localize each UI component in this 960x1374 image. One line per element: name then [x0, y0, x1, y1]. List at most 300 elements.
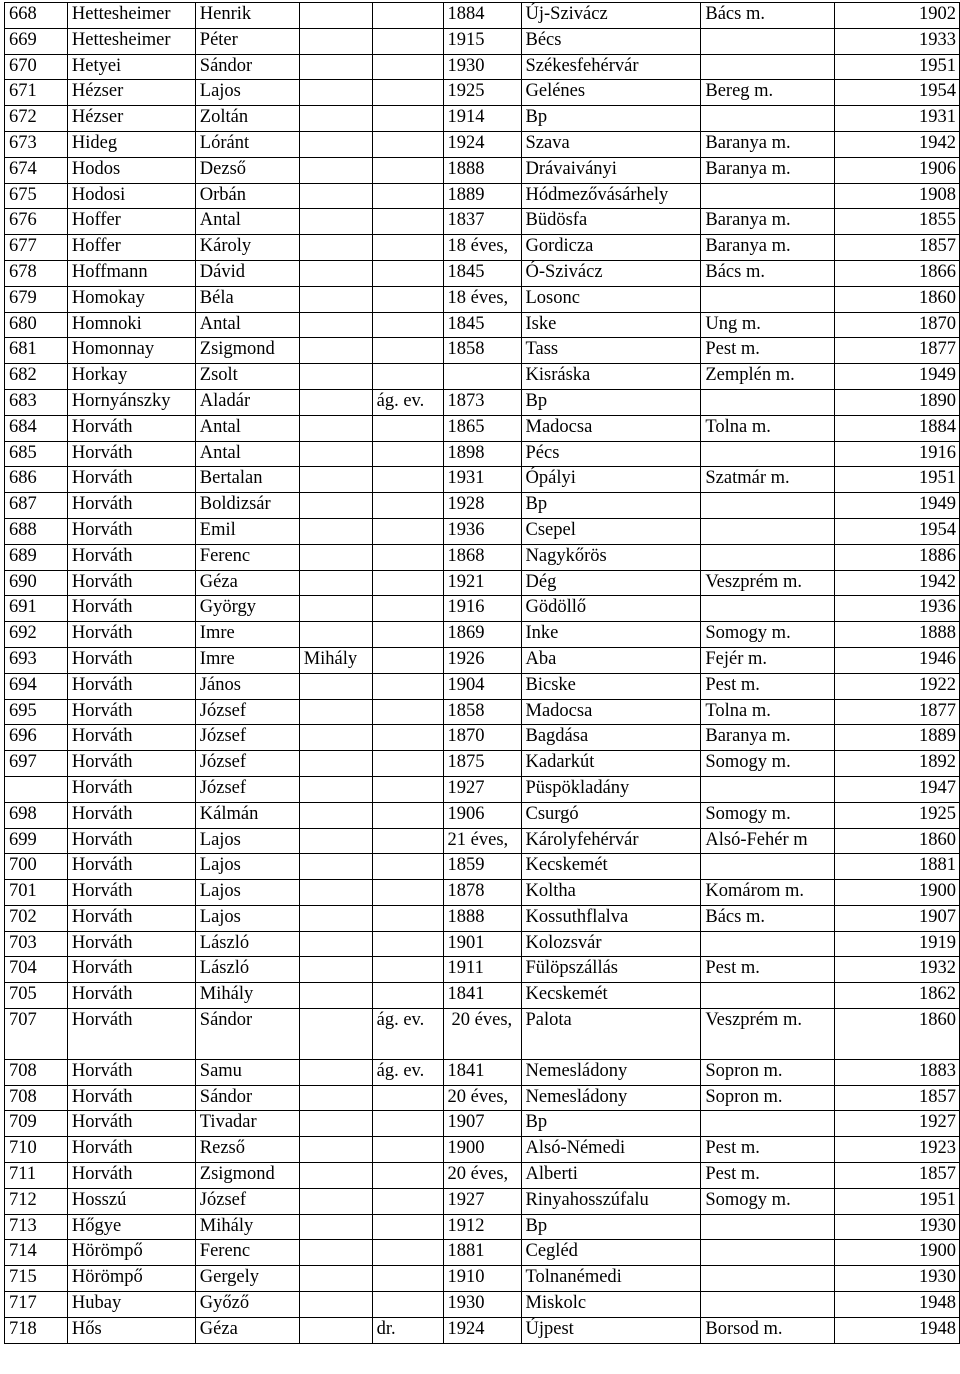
cell-given2 [299, 286, 372, 312]
cell-surname: Hosszú [67, 1188, 195, 1214]
cell-given: Ferenc [195, 544, 299, 570]
cell-no: 669 [5, 28, 68, 54]
cell-given2 [299, 931, 372, 957]
cell-prefix [372, 596, 443, 622]
cell-year: 1877 [835, 338, 960, 364]
table-row [5, 596, 960, 622]
cell-county [701, 544, 835, 570]
cell-birth: 1912 [443, 1214, 521, 1240]
cell-prefix [372, 467, 443, 493]
cell-place: Palota [521, 1009, 701, 1060]
cell-prefix: dr. [372, 1317, 443, 1343]
cell-birth: 1924 [443, 131, 521, 157]
cell-place: Madocsa [521, 699, 701, 725]
cell-prefix [372, 983, 443, 1009]
cell-given: Imre [195, 622, 299, 648]
cell-birth: 1926 [443, 647, 521, 673]
cell-given2 [299, 1188, 372, 1214]
cell-prefix [372, 1111, 443, 1137]
cell-birth: 1916 [443, 596, 521, 622]
cell-given: Sándor [195, 1085, 299, 1111]
cell-no: 710 [5, 1137, 68, 1163]
cell-given: Károly [195, 235, 299, 261]
cell-year: 1942 [835, 570, 960, 596]
cell-place: Rinyahosszúfalu [521, 1188, 701, 1214]
cell-place: Károlyfehérvár [521, 828, 701, 854]
cell-place: Tolnanémedi [521, 1266, 701, 1292]
cell-no: 707 [5, 1009, 68, 1060]
cell-no: 689 [5, 544, 68, 570]
cell-given: Lajos [195, 80, 299, 106]
cell-county: Baranya m. [701, 725, 835, 751]
cell-year: 1881 [835, 854, 960, 880]
cell-given2 [299, 28, 372, 54]
cell-year: 1888 [835, 622, 960, 648]
table-row [5, 389, 960, 415]
table-row [5, 1111, 960, 1137]
cell-given2 [299, 905, 372, 931]
cell-birth: 1931 [443, 467, 521, 493]
cell-no: 673 [5, 131, 68, 157]
cell-given2 [299, 1214, 372, 1240]
table-row [5, 518, 960, 544]
cell-surname: Hézser [67, 80, 195, 106]
table-row [5, 3, 960, 29]
table-row [5, 1085, 960, 1111]
table-row [5, 1266, 960, 1292]
cell-no: 708 [5, 1085, 68, 1111]
table-row [5, 28, 960, 54]
cell-county [701, 931, 835, 957]
cell-surname: Horváth [67, 1163, 195, 1189]
cell-birth: 1924 [443, 1317, 521, 1343]
cell-birth: 1915 [443, 28, 521, 54]
cell-birth: 1911 [443, 957, 521, 983]
cell-prefix [372, 957, 443, 983]
table-row [5, 1059, 960, 1085]
cell-year: 1908 [835, 183, 960, 209]
cell-place: Bicske [521, 673, 701, 699]
cell-county: Baranya m. [701, 235, 835, 261]
cell-birth: 18 éves, [443, 286, 521, 312]
cell-birth: 1930 [443, 54, 521, 80]
cell-given: László [195, 957, 299, 983]
cell-county: Alsó-Fehér m [701, 828, 835, 854]
cell-given: Samu [195, 1059, 299, 1085]
table-row [5, 880, 960, 906]
cell-birth: 1888 [443, 157, 521, 183]
cell-place: Székesfehérvár [521, 54, 701, 80]
cell-county: Tolna m. [701, 699, 835, 725]
table-row [5, 209, 960, 235]
cell-given2 [299, 802, 372, 828]
cell-prefix [372, 647, 443, 673]
cell-prefix [372, 1240, 443, 1266]
cell-no [5, 776, 68, 802]
cell-no: 683 [5, 389, 68, 415]
cell-place: Kecskemét [521, 854, 701, 880]
cell-place: Bp [521, 106, 701, 132]
cell-birth: 1875 [443, 751, 521, 777]
table-row [5, 131, 960, 157]
cell-place: Gelénes [521, 80, 701, 106]
cell-given2 [299, 544, 372, 570]
cell-place: Hódmezővásárhely [521, 183, 701, 209]
cell-prefix [372, 209, 443, 235]
cell-given2 [299, 389, 372, 415]
cell-given: József [195, 699, 299, 725]
cell-prefix [372, 931, 443, 957]
cell-year: 1857 [835, 235, 960, 261]
cell-year: 1890 [835, 389, 960, 415]
cell-county [701, 518, 835, 544]
cell-birth: 1889 [443, 183, 521, 209]
cell-given2 [299, 338, 372, 364]
cell-no: 679 [5, 286, 68, 312]
cell-place: Miskolc [521, 1292, 701, 1318]
table-row [5, 1317, 960, 1343]
cell-given2: Mihály [299, 647, 372, 673]
cell-county [701, 1266, 835, 1292]
cell-county: Borsod m. [701, 1317, 835, 1343]
cell-year: 1900 [835, 1240, 960, 1266]
cell-birth: 1859 [443, 854, 521, 880]
cell-surname: Horváth [67, 802, 195, 828]
cell-no: 680 [5, 312, 68, 338]
cell-year: 1883 [835, 1059, 960, 1085]
cell-prefix [372, 570, 443, 596]
table-row [5, 570, 960, 596]
cell-surname: Homnoki [67, 312, 195, 338]
cell-no: 676 [5, 209, 68, 235]
table-row [5, 957, 960, 983]
cell-county: Tolna m. [701, 415, 835, 441]
cell-given2 [299, 1085, 372, 1111]
cell-surname: Hodosi [67, 183, 195, 209]
table-row [5, 1292, 960, 1318]
cell-no: 717 [5, 1292, 68, 1318]
cell-place: Bp [521, 493, 701, 519]
cell-no: 668 [5, 3, 68, 29]
cell-prefix [372, 622, 443, 648]
cell-place: Kadarkút [521, 751, 701, 777]
cell-county: Somogy m. [701, 751, 835, 777]
cell-prefix [372, 364, 443, 390]
table-row [5, 1163, 960, 1189]
cell-prefix [372, 1188, 443, 1214]
cell-year: 1931 [835, 106, 960, 132]
cell-given: László [195, 931, 299, 957]
cell-year: 1902 [835, 3, 960, 29]
cell-year: 1877 [835, 699, 960, 725]
cell-surname: Horváth [67, 957, 195, 983]
cell-surname: Horváth [67, 751, 195, 777]
cell-year: 1925 [835, 802, 960, 828]
cell-surname: Hettesheimer [67, 3, 195, 29]
cell-given2 [299, 725, 372, 751]
cell-county [701, 286, 835, 312]
table-row [5, 286, 960, 312]
cell-year: 1900 [835, 880, 960, 906]
cell-given: Lajos [195, 880, 299, 906]
cell-year: 1927 [835, 1111, 960, 1137]
cell-year: 1907 [835, 905, 960, 931]
cell-surname: Horváth [67, 518, 195, 544]
cell-county: Veszprém m. [701, 570, 835, 596]
cell-birth: 21 éves, [443, 828, 521, 854]
cell-given2 [299, 622, 372, 648]
cell-year: 1886 [835, 544, 960, 570]
cell-prefix [372, 235, 443, 261]
cell-given2 [299, 183, 372, 209]
cell-no: 695 [5, 699, 68, 725]
cell-county [701, 1214, 835, 1240]
cell-given2 [299, 1111, 372, 1137]
cell-year: 1857 [835, 1163, 960, 1189]
cell-given: József [195, 751, 299, 777]
cell-birth: 1884 [443, 3, 521, 29]
cell-no: 704 [5, 957, 68, 983]
cell-no: 694 [5, 673, 68, 699]
cell-birth: 20 éves, [443, 1085, 521, 1111]
cell-no: 674 [5, 157, 68, 183]
cell-no: 672 [5, 106, 68, 132]
cell-year: 1942 [835, 131, 960, 157]
cell-birth: 18 éves, [443, 235, 521, 261]
cell-given: Mihály [195, 1214, 299, 1240]
cell-place: Szava [521, 131, 701, 157]
cell-given: Lajos [195, 828, 299, 854]
cell-birth: 1837 [443, 209, 521, 235]
cell-county [701, 983, 835, 1009]
cell-prefix [372, 751, 443, 777]
cell-place: Nagykőrös [521, 544, 701, 570]
cell-prefix [372, 673, 443, 699]
cell-prefix [372, 1085, 443, 1111]
cell-surname: Horváth [67, 673, 195, 699]
cell-given: Péter [195, 28, 299, 54]
table-row [5, 312, 960, 338]
cell-given2 [299, 441, 372, 467]
cell-place: Tass [521, 338, 701, 364]
table-row [5, 776, 960, 802]
cell-no: 701 [5, 880, 68, 906]
table-row [5, 673, 960, 699]
table-row [5, 441, 960, 467]
cell-prefix [372, 3, 443, 29]
table-row [5, 647, 960, 673]
cell-county [701, 1292, 835, 1318]
cell-no: 692 [5, 622, 68, 648]
cell-year: 1954 [835, 80, 960, 106]
cell-prefix [372, 338, 443, 364]
cell-given: Aladár [195, 389, 299, 415]
cell-given: Imre [195, 647, 299, 673]
cell-given2 [299, 983, 372, 1009]
table-row [5, 751, 960, 777]
cell-surname: Horváth [67, 1009, 195, 1060]
cell-surname: Hornyánszky [67, 389, 195, 415]
cell-surname: Hoffmann [67, 260, 195, 286]
cell-given: Antal [195, 209, 299, 235]
cell-given: Zsigmond [195, 1163, 299, 1189]
cell-no: 682 [5, 364, 68, 390]
cell-no: 678 [5, 260, 68, 286]
cell-given2 [299, 157, 372, 183]
cell-given: Győző [195, 1292, 299, 1318]
cell-surname: Horváth [67, 493, 195, 519]
cell-prefix [372, 493, 443, 519]
cell-prefix [372, 828, 443, 854]
cell-given: Zoltán [195, 106, 299, 132]
cell-county: Somogy m. [701, 1188, 835, 1214]
table-row [5, 338, 960, 364]
cell-given2 [299, 312, 372, 338]
cell-county [701, 106, 835, 132]
cell-surname: Horváth [67, 467, 195, 493]
cell-place: Drávaiványi [521, 157, 701, 183]
table-row [5, 1137, 960, 1163]
cell-given: Géza [195, 570, 299, 596]
table-row [5, 802, 960, 828]
cell-county: Zemplén m. [701, 364, 835, 390]
cell-given2 [299, 1240, 372, 1266]
cell-birth: 1881 [443, 1240, 521, 1266]
cell-no: 714 [5, 1240, 68, 1266]
cell-birth: 1925 [443, 80, 521, 106]
cell-given2 [299, 1137, 372, 1163]
cell-place: Új-Szivácz [521, 3, 701, 29]
register-body [5, 3, 960, 1344]
cell-surname: Horváth [67, 983, 195, 1009]
cell-county: Bács m. [701, 3, 835, 29]
cell-place: Alberti [521, 1163, 701, 1189]
cell-prefix [372, 80, 443, 106]
cell-prefix [372, 1266, 443, 1292]
cell-given2 [299, 493, 372, 519]
cell-no: 698 [5, 802, 68, 828]
cell-prefix [372, 1214, 443, 1240]
cell-prefix [372, 880, 443, 906]
cell-place: Nemesládony [521, 1085, 701, 1111]
cell-given: József [195, 1188, 299, 1214]
cell-no: 696 [5, 725, 68, 751]
cell-no: 670 [5, 54, 68, 80]
cell-place: Bp [521, 1111, 701, 1137]
cell-given: Rezső [195, 1137, 299, 1163]
cell-year: 1860 [835, 828, 960, 854]
table-row [5, 183, 960, 209]
table-row [5, 931, 960, 957]
cell-birth: 1878 [443, 880, 521, 906]
cell-surname: Horváth [67, 828, 195, 854]
cell-birth: 1930 [443, 1292, 521, 1318]
cell-county [701, 596, 835, 622]
cell-year: 1857 [835, 1085, 960, 1111]
cell-given2 [299, 235, 372, 261]
cell-surname: Hetyei [67, 54, 195, 80]
cell-year: 1866 [835, 260, 960, 286]
cell-place: Gordicza [521, 235, 701, 261]
cell-birth: 1906 [443, 802, 521, 828]
cell-prefix [372, 699, 443, 725]
cell-year: 1892 [835, 751, 960, 777]
cell-place: Bagdása [521, 725, 701, 751]
cell-birth: 1841 [443, 1059, 521, 1085]
table-row [5, 235, 960, 261]
cell-county: Bács m. [701, 905, 835, 931]
cell-given: János [195, 673, 299, 699]
cell-place: Püspökladány [521, 776, 701, 802]
cell-no: 702 [5, 905, 68, 931]
cell-birth: 1865 [443, 415, 521, 441]
cell-given2 [299, 1163, 372, 1189]
cell-year: 1884 [835, 415, 960, 441]
cell-given2 [299, 570, 372, 596]
cell-surname: Horváth [67, 622, 195, 648]
cell-county: Somogy m. [701, 622, 835, 648]
table-row [5, 1240, 960, 1266]
cell-place: Kisráska [521, 364, 701, 390]
cell-year: 1954 [835, 518, 960, 544]
cell-no: 685 [5, 441, 68, 467]
cell-given: Mihály [195, 983, 299, 1009]
table-row [5, 260, 960, 286]
cell-surname: Horváth [67, 1059, 195, 1085]
cell-surname: Horváth [67, 880, 195, 906]
cell-surname: Hoffer [67, 235, 195, 261]
cell-birth: 1900 [443, 1137, 521, 1163]
cell-given: Lajos [195, 854, 299, 880]
cell-year: 1919 [835, 931, 960, 957]
cell-no: 699 [5, 828, 68, 854]
cell-county [701, 54, 835, 80]
register-table [4, 2, 960, 1344]
cell-given: Sándor [195, 1009, 299, 1060]
table-row [5, 54, 960, 80]
cell-place: Alsó-Némedi [521, 1137, 701, 1163]
cell-year: 1860 [835, 1009, 960, 1060]
cell-county [701, 389, 835, 415]
cell-county [701, 28, 835, 54]
cell-given2 [299, 518, 372, 544]
cell-no: 705 [5, 983, 68, 1009]
cell-surname: Horváth [67, 570, 195, 596]
cell-no: 718 [5, 1317, 68, 1343]
cell-no: 691 [5, 596, 68, 622]
cell-surname: Horváth [67, 544, 195, 570]
table-row [5, 828, 960, 854]
cell-surname: Hubay [67, 1292, 195, 1318]
cell-county: Somogy m. [701, 802, 835, 828]
cell-given2 [299, 880, 372, 906]
cell-prefix [372, 725, 443, 751]
cell-surname: Horváth [67, 1111, 195, 1137]
cell-given: Sándor [195, 54, 299, 80]
cell-prefix [372, 854, 443, 880]
cell-year: 1862 [835, 983, 960, 1009]
cell-prefix [372, 544, 443, 570]
cell-given: Ferenc [195, 1240, 299, 1266]
cell-place: Kossuthflalva [521, 905, 701, 931]
cell-year: 1922 [835, 673, 960, 699]
cell-county: Sopron m. [701, 1059, 835, 1085]
cell-given2 [299, 1059, 372, 1085]
cell-place: Büdösfa [521, 209, 701, 235]
cell-surname: Horváth [67, 905, 195, 931]
cell-surname: Homonnay [67, 338, 195, 364]
cell-birth: 1868 [443, 544, 521, 570]
